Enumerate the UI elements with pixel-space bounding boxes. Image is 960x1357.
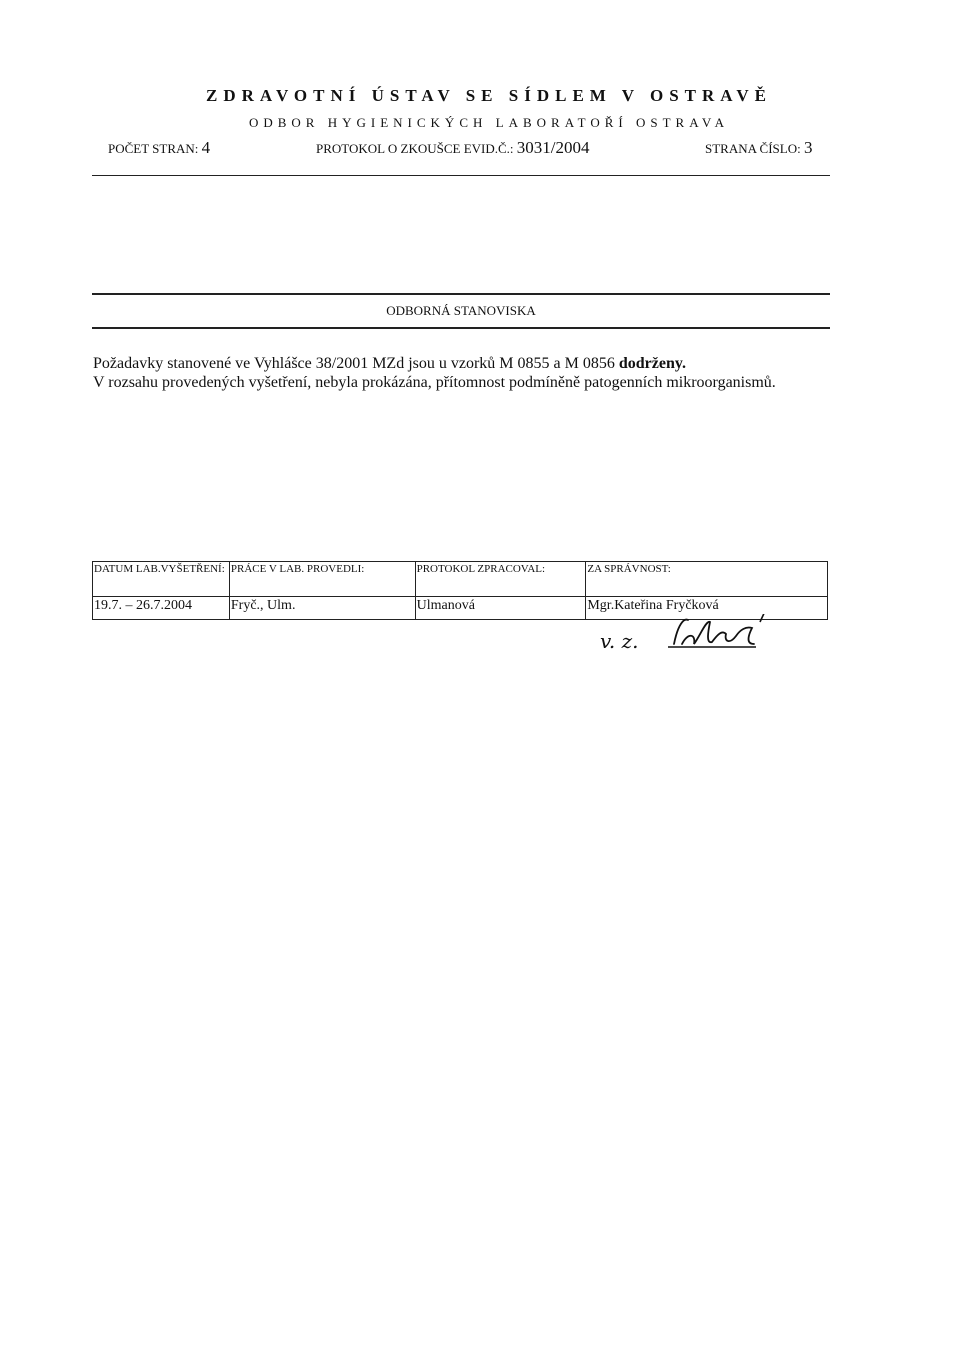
statement-verdict: dodrženy.	[618, 355, 686, 372]
handwritten-signature	[596, 614, 796, 654]
page-count	[108, 138, 210, 158]
value-performed-by: Fryč., Ulm.	[229, 597, 415, 620]
header-divider	[92, 175, 830, 176]
header-prepared-by: PROTOKOL ZPRACOVAL:	[415, 562, 586, 597]
page-number-value: 3	[803, 138, 813, 157]
signature-initials: v. z.	[600, 629, 639, 653]
header-performed-by: PRÁCE V LAB. PROVEDLI:	[229, 562, 415, 597]
protocol-number-value: 3031/2004	[516, 138, 590, 157]
protocol-number	[316, 138, 590, 158]
expert-statement	[93, 354, 813, 392]
header-date: DATUM LAB.VYŠETŘENÍ:	[93, 562, 230, 597]
signature-table-header-row	[93, 562, 828, 597]
statement-requirements: Požadavky stanovené ve Vyhlášce 38/2001 MZd jsou u vzorků M 0855 a M 0856	[93, 355, 619, 372]
statement-line-1	[93, 354, 813, 373]
institute-title: ZDRAVOTNÍ ÚSTAV SE SÍDLEM V OSTRAVĚ	[205, 86, 772, 105]
value-prepared-by: Ulmanová	[415, 597, 586, 620]
department-subtitle: ODBOR HYGIENICKÝCH LABORATOŘÍ OSTRAVA	[248, 115, 730, 130]
value-approved-by: Mgr.Kateřina Fryčková	[586, 597, 828, 620]
section-divider-top	[92, 293, 830, 295]
page-count-value: 4	[201, 138, 211, 157]
statement-line-2: V rozsahu provedených vyšetření, nebyla prokázána, přítomnost podmíněně patogenních mikroorganismů.	[93, 374, 776, 391]
header-approved-by: ZA SPRÁVNOST:	[586, 562, 828, 597]
protocol-label: PROTOKOL O ZKOUŠCE EVID.Č.:	[316, 141, 514, 156]
value-date: 19.7. – 26.7.2004	[93, 597, 230, 620]
page-count-label: POČET STRAN:	[108, 141, 199, 156]
page-number-label: STRANA ČÍSLO:	[705, 141, 801, 156]
signature-table	[92, 561, 828, 620]
section-title: ODBORNÁ STANOVISKA	[386, 303, 536, 318]
section-divider-bottom	[92, 327, 830, 329]
page-number	[705, 138, 812, 158]
